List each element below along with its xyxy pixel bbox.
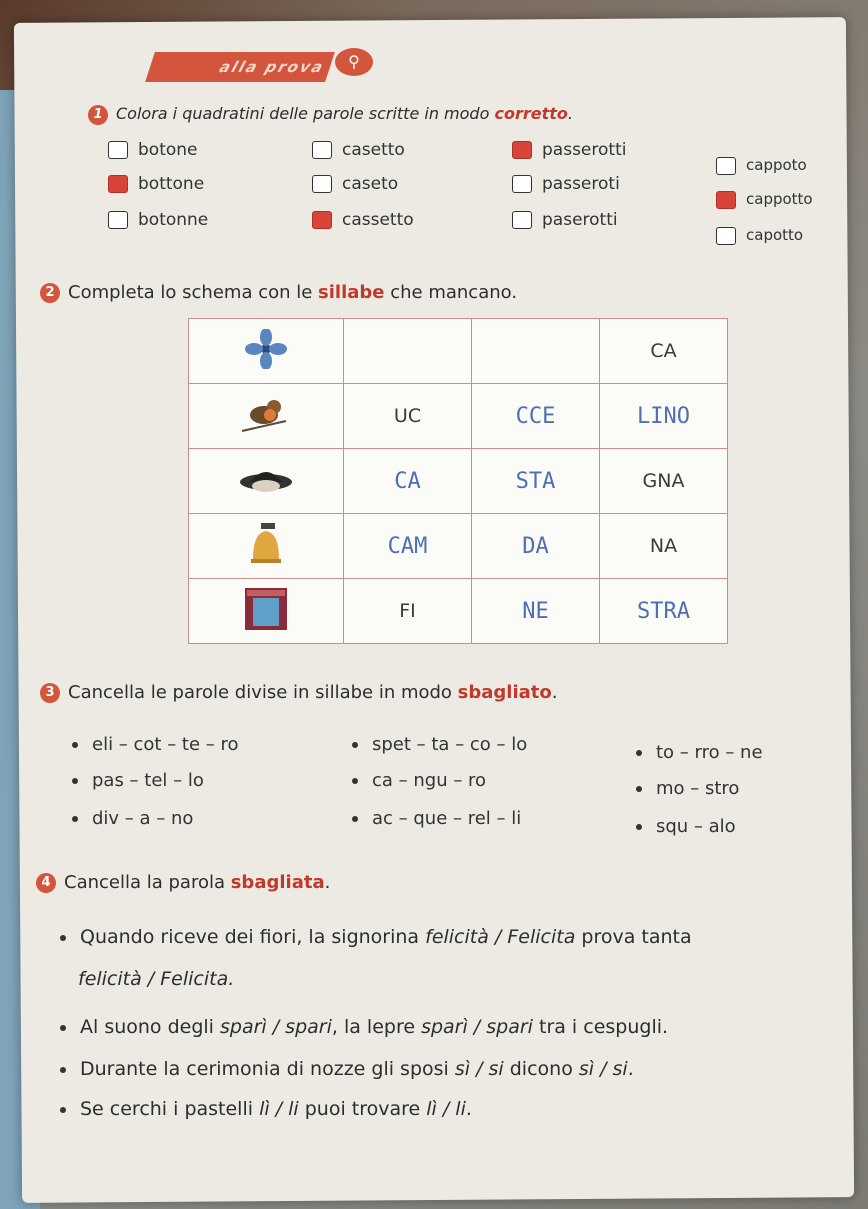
syllable-cell[interactable]: CA [600,319,728,384]
syllable-cell[interactable] [344,319,472,384]
word-option[interactable]: cappotto [716,190,813,209]
bullet [72,742,78,748]
syllable-item[interactable]: ac – que – rel – li [352,808,521,829]
bullet [352,778,358,784]
checkbox[interactable] [312,175,332,193]
table-row [189,384,728,449]
syllable-item[interactable]: pas – tel – lo [72,770,204,791]
word-option[interactable]: cappoto [716,156,807,175]
syllable-item[interactable]: squ – alo [636,816,736,837]
word-choice[interactable]: sparì / spari [220,1016,332,1038]
checkbox[interactable] [108,211,128,229]
syllable-cell[interactable]: CCE [472,384,600,449]
word-option[interactable]: caseto [312,174,398,194]
ex2-instruction: 2 Completa lo schema con le sillabe che mancano. [40,282,517,303]
syllable-cell[interactable]: NE [472,579,600,644]
section-banner: alla prova [145,52,335,82]
checkbox[interactable] [716,191,736,209]
syllable-cell[interactable]: NA [600,514,728,579]
word-choice[interactable]: sì / si [578,1058,628,1080]
sentence-2: Al suono degli sparì / spari, la lepre sparì / spari tra i cespugli. [60,1016,820,1038]
syllable-cell[interactable]: LINO [600,384,728,449]
word-option[interactable]: botone [108,140,198,160]
bullet [352,816,358,822]
ex4-instruction: 4 Cancella la parola sbagliata. [36,872,330,893]
syllable-item[interactable]: mo – stro [636,778,739,799]
syllable-item[interactable]: div – a – no [72,808,193,829]
syllable-cell[interactable]: GNA [600,449,728,514]
word-choice[interactable]: lì / li [259,1098,299,1120]
syllable-cell[interactable]: DA [472,514,600,579]
word-option[interactable]: capotto [716,226,803,245]
checkbox[interactable] [108,141,128,159]
robin-icon [189,384,344,449]
bullet [72,778,78,784]
sentence-1-continuation[interactable]: felicità / Felicita. [78,968,235,990]
key-icon: ⚲ [335,48,373,76]
ex1-instruction: 1 Colora i quadratini delle parole scritte in modo corretto. [88,104,573,125]
checkbox[interactable] [512,175,532,193]
word-option[interactable]: casetto [312,140,405,160]
syllable-cell[interactable]: FI [344,579,472,644]
syllable-item[interactable]: to – rro – ne [636,742,763,763]
syllable-item[interactable]: spet – ta – co – lo [352,734,527,755]
bullet [636,824,642,830]
sentence-3: Durante la cerimonia di nozze gli sposi sì / si dicono sì / si. [60,1058,820,1080]
word-option[interactable]: botonne [108,210,208,230]
sentence-1: Quando riceve dei fiori, la signorina felicità / Felicita prova tanta [60,926,820,948]
syllable-table [188,318,728,644]
checkbox[interactable] [716,157,736,175]
bullet [352,742,358,748]
word-option[interactable]: bottone [108,174,204,194]
word-option[interactable]: cassetto [312,210,414,230]
syllable-cell[interactable]: CAM [344,514,472,579]
ex1-number: 1 [88,105,108,125]
fan-icon [189,319,344,384]
syllable-cell[interactable]: UC [344,384,472,449]
ex4-number: 4 [36,873,56,893]
word-choice[interactable]: sì / si [454,1058,504,1080]
checkbox[interactable] [512,141,532,159]
table-row [189,319,728,384]
syllable-item[interactable]: eli – cot – te – ro [72,734,239,755]
bullet [72,816,78,822]
bullet [636,750,642,756]
window-icon [189,579,344,644]
table-row [189,449,728,514]
ex2-number: 2 [40,283,60,303]
ex3-number: 3 [40,683,60,703]
hat-icon [189,449,344,514]
syllable-item[interactable]: ca – ngu – ro [352,770,486,791]
syllable-cell[interactable]: STA [472,449,600,514]
checkbox[interactable] [716,227,736,245]
checkbox[interactable] [108,175,128,193]
sentence-4: Se cerchi i pastelli lì / li puoi trovare lì / li. [60,1098,820,1120]
checkbox[interactable] [312,141,332,159]
word-choice[interactable]: sparì / spari [421,1016,533,1038]
checkbox[interactable] [512,211,532,229]
bullet [636,786,642,792]
bell-icon [189,514,344,579]
word-option[interactable]: passeroti [512,174,620,194]
word-option[interactable]: paserotti [512,210,618,230]
checkbox[interactable] [312,211,332,229]
word-choice[interactable]: felicità / Felicita [425,926,576,948]
word-option[interactable]: passerotti [512,140,626,160]
ex3-instruction: 3 Cancella le parole divise in sillabe in modo sbagliato. [40,682,557,703]
table-row [189,514,728,579]
syllable-cell[interactable]: CA [344,449,472,514]
syllable-cell[interactable]: STRA [600,579,728,644]
syllable-cell[interactable] [472,319,600,384]
table-row [189,579,728,644]
word-choice[interactable]: lì / li [426,1098,466,1120]
